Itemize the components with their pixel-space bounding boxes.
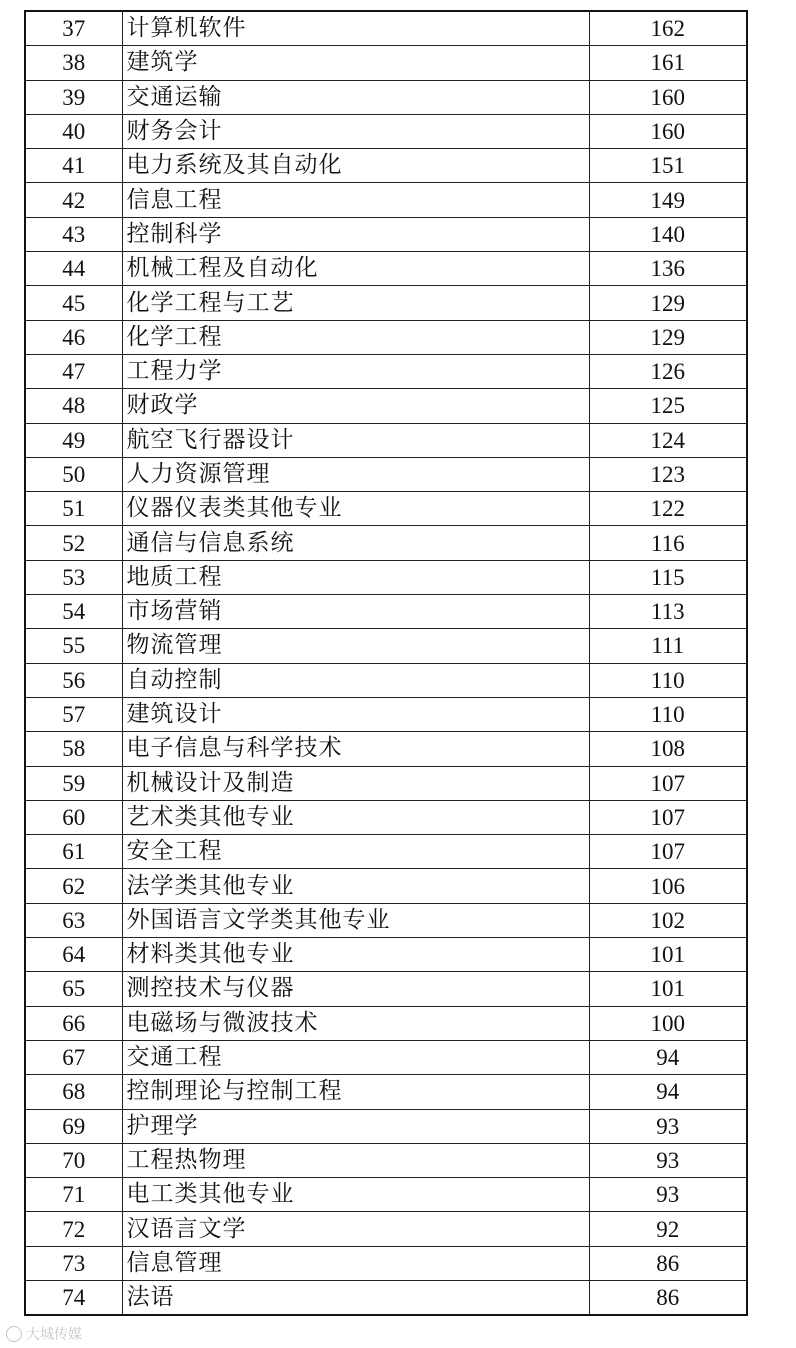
rank-cell: 57 <box>25 697 122 731</box>
table-row <box>25 1040 747 1074</box>
count-cell: 101 <box>589 972 747 1006</box>
table-row <box>25 217 747 251</box>
count-cell: 160 <box>589 114 747 148</box>
major-name-cell: 市场营销 <box>122 595 589 629</box>
count-cell: 86 <box>589 1246 747 1280</box>
major-name-cell: 电工类其他专业 <box>122 1178 589 1212</box>
count-cell: 102 <box>589 903 747 937</box>
major-name-cell: 法学类其他专业 <box>122 869 589 903</box>
rank-cell: 74 <box>25 1280 122 1315</box>
major-name-cell: 建筑设计 <box>122 697 589 731</box>
table-row <box>25 1246 747 1280</box>
ranking-sheet <box>24 10 746 1316</box>
table-row <box>25 423 747 457</box>
major-name-cell: 护理学 <box>122 1109 589 1143</box>
table-row <box>25 80 747 114</box>
rank-cell: 49 <box>25 423 122 457</box>
table-row <box>25 1075 747 1109</box>
rank-cell: 44 <box>25 252 122 286</box>
rank-cell: 72 <box>25 1212 122 1246</box>
major-name-cell: 控制科学 <box>122 217 589 251</box>
major-name-cell: 仪器仪表类其他专业 <box>122 492 589 526</box>
count-cell: 101 <box>589 938 747 972</box>
count-cell: 124 <box>589 423 747 457</box>
rank-cell: 60 <box>25 800 122 834</box>
table-row <box>25 457 747 491</box>
count-cell: 93 <box>589 1178 747 1212</box>
table-row <box>25 732 747 766</box>
count-cell: 106 <box>589 869 747 903</box>
table-row <box>25 629 747 663</box>
table-row <box>25 526 747 560</box>
watermark-logo-icon <box>6 1326 22 1342</box>
count-cell: 92 <box>589 1212 747 1246</box>
rank-cell: 70 <box>25 1143 122 1177</box>
count-cell: 136 <box>589 252 747 286</box>
table-row <box>25 800 747 834</box>
count-cell: 122 <box>589 492 747 526</box>
major-name-cell: 测控技术与仪器 <box>122 972 589 1006</box>
major-name-cell: 信息管理 <box>122 1246 589 1280</box>
rank-cell: 54 <box>25 595 122 629</box>
major-name-cell: 地质工程 <box>122 560 589 594</box>
table-row <box>25 183 747 217</box>
rank-cell: 66 <box>25 1006 122 1040</box>
table-row <box>25 835 747 869</box>
table-row <box>25 1280 747 1315</box>
count-cell: 107 <box>589 766 747 800</box>
table-row <box>25 1006 747 1040</box>
count-cell: 129 <box>589 320 747 354</box>
rank-cell: 38 <box>25 46 122 80</box>
rank-cell: 42 <box>25 183 122 217</box>
rank-cell: 69 <box>25 1109 122 1143</box>
major-name-cell: 计算机软件 <box>122 11 589 46</box>
table-row <box>25 972 747 1006</box>
major-name-cell: 建筑学 <box>122 46 589 80</box>
table-body <box>25 11 747 1315</box>
count-cell: 107 <box>589 800 747 834</box>
rank-cell: 64 <box>25 938 122 972</box>
count-cell: 110 <box>589 697 747 731</box>
major-ranking-table <box>24 10 748 1316</box>
count-cell: 94 <box>589 1040 747 1074</box>
rank-cell: 56 <box>25 663 122 697</box>
major-name-cell: 电磁场与微波技术 <box>122 1006 589 1040</box>
table-row <box>25 354 747 388</box>
major-name-cell: 信息工程 <box>122 183 589 217</box>
rank-cell: 53 <box>25 560 122 594</box>
rank-cell: 47 <box>25 354 122 388</box>
table-row <box>25 492 747 526</box>
count-cell: 116 <box>589 526 747 560</box>
major-name-cell: 材料类其他专业 <box>122 938 589 972</box>
rank-cell: 45 <box>25 286 122 320</box>
rank-cell: 68 <box>25 1075 122 1109</box>
watermark <box>6 1324 82 1344</box>
count-cell: 129 <box>589 286 747 320</box>
major-name-cell: 机械设计及制造 <box>122 766 589 800</box>
table-row <box>25 1178 747 1212</box>
count-cell: 149 <box>589 183 747 217</box>
rank-cell: 48 <box>25 389 122 423</box>
table-row <box>25 869 747 903</box>
major-name-cell: 航空飞行器设计 <box>122 423 589 457</box>
rank-cell: 62 <box>25 869 122 903</box>
major-name-cell: 化学工程与工艺 <box>122 286 589 320</box>
major-name-cell: 外国语言文学类其他专业 <box>122 903 589 937</box>
table-row <box>25 252 747 286</box>
major-name-cell: 自动控制 <box>122 663 589 697</box>
major-name-cell: 交通工程 <box>122 1040 589 1074</box>
table-row <box>25 1212 747 1246</box>
major-name-cell: 艺术类其他专业 <box>122 800 589 834</box>
count-cell: 110 <box>589 663 747 697</box>
table-row <box>25 766 747 800</box>
rank-cell: 46 <box>25 320 122 354</box>
table-row <box>25 903 747 937</box>
rank-cell: 52 <box>25 526 122 560</box>
table-row <box>25 697 747 731</box>
count-cell: 100 <box>589 1006 747 1040</box>
watermark-text: 大城传媒 <box>26 1327 82 1343</box>
table-row <box>25 149 747 183</box>
table-row <box>25 286 747 320</box>
table-row <box>25 46 747 80</box>
count-cell: 161 <box>589 46 747 80</box>
major-name-cell: 交通运输 <box>122 80 589 114</box>
count-cell: 108 <box>589 732 747 766</box>
table-row <box>25 595 747 629</box>
table-row <box>25 320 747 354</box>
major-name-cell: 财务会计 <box>122 114 589 148</box>
major-name-cell: 汉语言文学 <box>122 1212 589 1246</box>
major-name-cell: 法语 <box>122 1280 589 1315</box>
count-cell: 123 <box>589 457 747 491</box>
rank-cell: 73 <box>25 1246 122 1280</box>
major-name-cell: 通信与信息系统 <box>122 526 589 560</box>
major-name-cell: 控制理论与控制工程 <box>122 1075 589 1109</box>
rank-cell: 43 <box>25 217 122 251</box>
major-name-cell: 电子信息与科学技术 <box>122 732 589 766</box>
rank-cell: 61 <box>25 835 122 869</box>
rank-cell: 51 <box>25 492 122 526</box>
count-cell: 94 <box>589 1075 747 1109</box>
rank-cell: 58 <box>25 732 122 766</box>
count-cell: 151 <box>589 149 747 183</box>
count-cell: 126 <box>589 354 747 388</box>
count-cell: 86 <box>589 1280 747 1315</box>
table-row <box>25 1109 747 1143</box>
major-name-cell: 工程热物理 <box>122 1143 589 1177</box>
count-cell: 93 <box>589 1109 747 1143</box>
count-cell: 162 <box>589 11 747 46</box>
major-name-cell: 电力系统及其自动化 <box>122 149 589 183</box>
rank-cell: 39 <box>25 80 122 114</box>
count-cell: 115 <box>589 560 747 594</box>
major-name-cell: 安全工程 <box>122 835 589 869</box>
table-row <box>25 389 747 423</box>
rank-cell: 71 <box>25 1178 122 1212</box>
count-cell: 111 <box>589 629 747 663</box>
count-cell: 113 <box>589 595 747 629</box>
rank-cell: 50 <box>25 457 122 491</box>
major-name-cell: 财政学 <box>122 389 589 423</box>
table-row <box>25 1143 747 1177</box>
major-name-cell: 工程力学 <box>122 354 589 388</box>
count-cell: 140 <box>589 217 747 251</box>
count-cell: 160 <box>589 80 747 114</box>
table-row <box>25 663 747 697</box>
count-cell: 125 <box>589 389 747 423</box>
major-name-cell: 人力资源管理 <box>122 457 589 491</box>
rank-cell: 40 <box>25 114 122 148</box>
rank-cell: 37 <box>25 11 122 46</box>
major-name-cell: 化学工程 <box>122 320 589 354</box>
count-cell: 107 <box>589 835 747 869</box>
table-row <box>25 560 747 594</box>
rank-cell: 65 <box>25 972 122 1006</box>
major-name-cell: 物流管理 <box>122 629 589 663</box>
rank-cell: 59 <box>25 766 122 800</box>
table-row <box>25 11 747 46</box>
rank-cell: 41 <box>25 149 122 183</box>
table-row <box>25 114 747 148</box>
rank-cell: 63 <box>25 903 122 937</box>
table-row <box>25 938 747 972</box>
count-cell: 93 <box>589 1143 747 1177</box>
rank-cell: 67 <box>25 1040 122 1074</box>
major-name-cell: 机械工程及自动化 <box>122 252 589 286</box>
rank-cell: 55 <box>25 629 122 663</box>
